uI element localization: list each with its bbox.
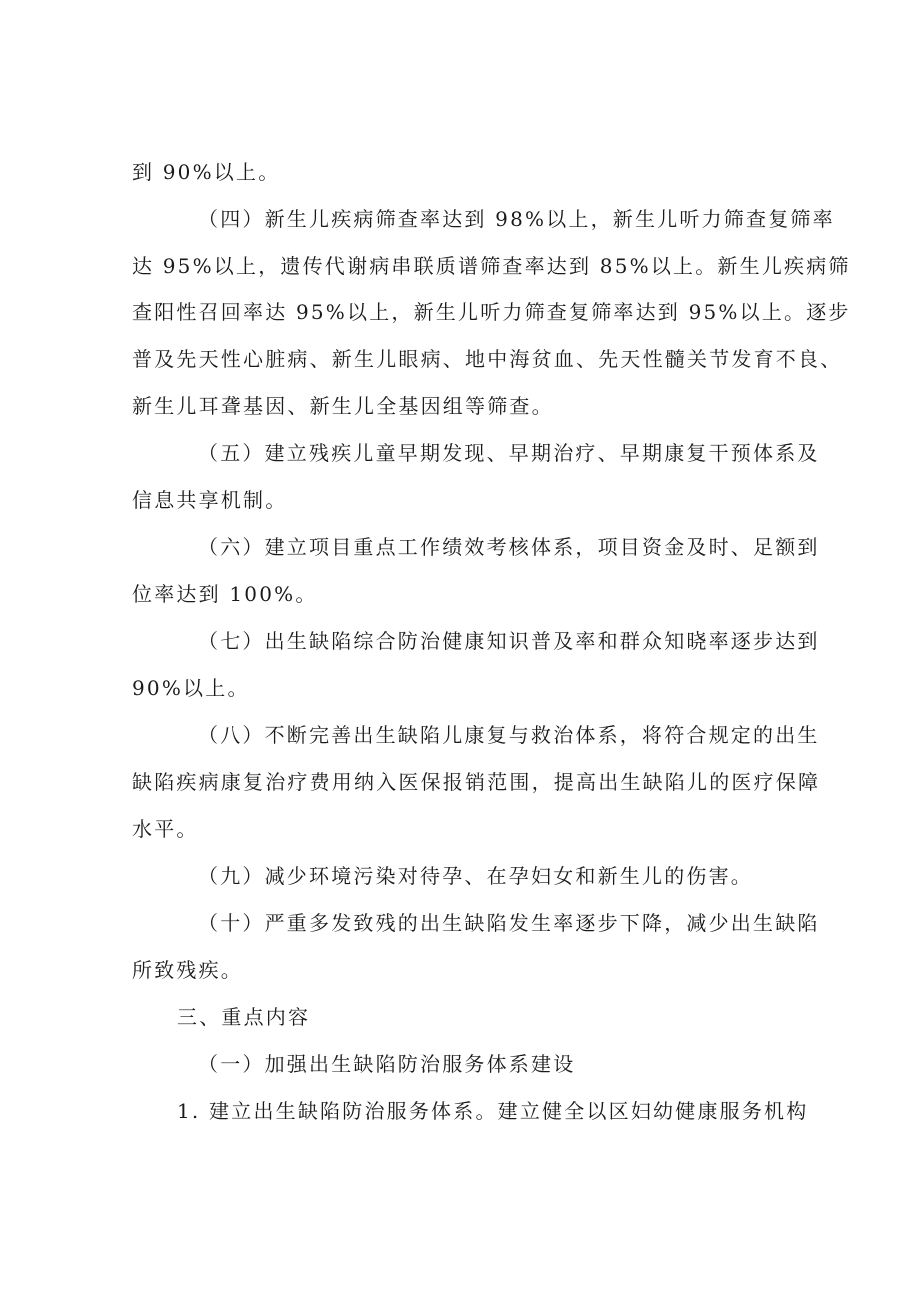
text-line: 1. 建立出生缺陷防治服务体系。建立健全以区妇幼健康服务机构	[177, 1099, 809, 1123]
text-line: （六）建立项目重点工作绩效考核体系，项目资金及时、足额到	[198, 535, 820, 559]
text-line: （十）严重多发致残的出生缺陷发生率逐步下降，减少出生缺陷	[198, 911, 820, 935]
text-line: 所致残疾。	[132, 958, 243, 982]
text-line: 缺陷疾病康复治疗费用纳入医保报销范围，提高出生缺陷儿的医疗保障	[132, 770, 821, 794]
text-line: 新生儿耳聋基因、新生儿全基因组等筛查。	[132, 394, 554, 418]
text-line: 普及先天性心脏病、新生儿眼病、地中海贫血、先天性髓关节发育不良、	[132, 347, 843, 371]
text-line: （五）建立残疾儿童早期发现、早期治疗、早期康复干预体系及	[198, 441, 820, 465]
subsection-heading: （一）加强出生缺陷防治服务体系建设	[198, 1052, 576, 1076]
text-line: 到 90%以上。	[132, 160, 281, 184]
text-line: 达 95%以上，遗传代谢病串联质谱筛查率达到 85%以上。新生儿疾病筛	[132, 254, 851, 278]
text-line: （九）减少环境污染对待孕、在孕妇女和新生儿的伤害。	[198, 864, 753, 888]
text-line: （八）不断完善出生缺陷儿康复与救治体系，将符合规定的出生	[198, 723, 820, 747]
text-line: 90%以上。	[132, 676, 250, 700]
text-line: 信息共享机制。	[132, 488, 288, 512]
section-heading: 三、重点内容	[177, 1005, 311, 1029]
text-line: 水平。	[132, 817, 199, 841]
text-line: （四）新生儿疾病筛查率达到 98%以上，新生儿听力筛查复筛率	[198, 207, 835, 231]
text-line: 位率达到 100%。	[132, 582, 318, 606]
text-line: 查阳性召回率达 95%以上，新生儿听力筛查复筛率达到 95%以上。逐步	[132, 300, 851, 324]
text-line: （七）出生缺陷综合防治健康知识普及率和群众知晓率逐步达到	[198, 629, 820, 653]
